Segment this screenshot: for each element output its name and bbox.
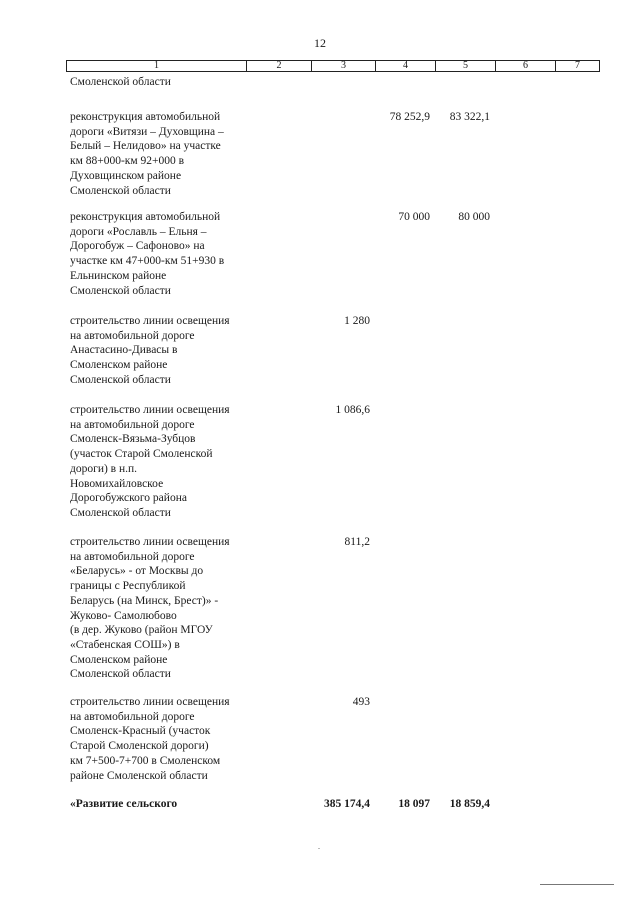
entry-value-col5: 80 000 — [458, 211, 490, 223]
entry-value-col4: 70 000 — [398, 211, 430, 223]
column-number-4: 4 — [376, 61, 436, 71]
column-number-2: 2 — [247, 61, 312, 71]
entry-description: строительство линии освещения на автомобильной дороге Анастасино-Дивасы в Смоленском районе Смоленской области — [70, 315, 230, 386]
entry-description: строительство линии освещения на автомобильной дороге Смоленск-Вязьма-Зубцов (участок Старой Смоленской дороги) в н.п. Новомихайловское Дорогобужского района Смоленской области — [70, 404, 230, 519]
table-column-header — [66, 60, 600, 72]
entry-value-col3: 1 280 — [344, 315, 370, 327]
entry-value-col3: 493 — [352, 696, 370, 708]
section-total-col3: 385 174,4 — [324, 798, 370, 810]
column-number-3: 3 — [312, 61, 376, 71]
entry-description: строительство линии освещения на автомобильной дороге Смоленск-Красный (участок Старой Смоленской дороги) км 7+500-7+700 в Смоленском районе Смоленской области — [70, 696, 230, 782]
entry-description: реконструкция автомобильной дороги «Витязи – Духовщина – Белый – Нелидово» на участке км 88+000-км 92+000 в Духовщинском районе Смоленской области — [70, 111, 224, 197]
entry-description: строительство линии освещения на автомобильной дороге «Беларусь» - от Москвы до границы с Республикой Беларусь (на Минск, Брест)» - Жуково- Самолюбово (в дер. Жуково (район МГОУ «Стабенская СОШ») в Смоленском районе Смоленской области — [70, 536, 230, 681]
scan-speck — [318, 848, 320, 849]
section-total-label: «Развитие сельского — [70, 798, 178, 810]
column-number-6: 6 — [496, 61, 556, 71]
entry-value-col5: 83 322,1 — [449, 111, 490, 123]
column-number-5: 5 — [436, 61, 496, 71]
scan-margin-line — [540, 884, 614, 885]
entry-value-col3: 1 086,6 — [335, 404, 370, 416]
entry-value-col3: 811,2 — [344, 536, 370, 548]
continued-row-text: Смоленской области — [70, 76, 171, 88]
section-total-col5: 18 859,4 — [449, 798, 490, 810]
page-number: 12 — [314, 36, 326, 50]
entry-value-col4: 78 252,9 — [389, 111, 430, 123]
section-total-col4: 18 097 — [398, 798, 430, 810]
entry-description: реконструкция автомобильной дороги «Рославль – Ельня – Дорогобуж – Сафоново» на участке км 47+000-км 51+930 в Ельнинском районе Смоленской области — [70, 211, 225, 297]
column-number-1: 1 — [67, 61, 247, 71]
column-number-7: 7 — [575, 60, 580, 71]
